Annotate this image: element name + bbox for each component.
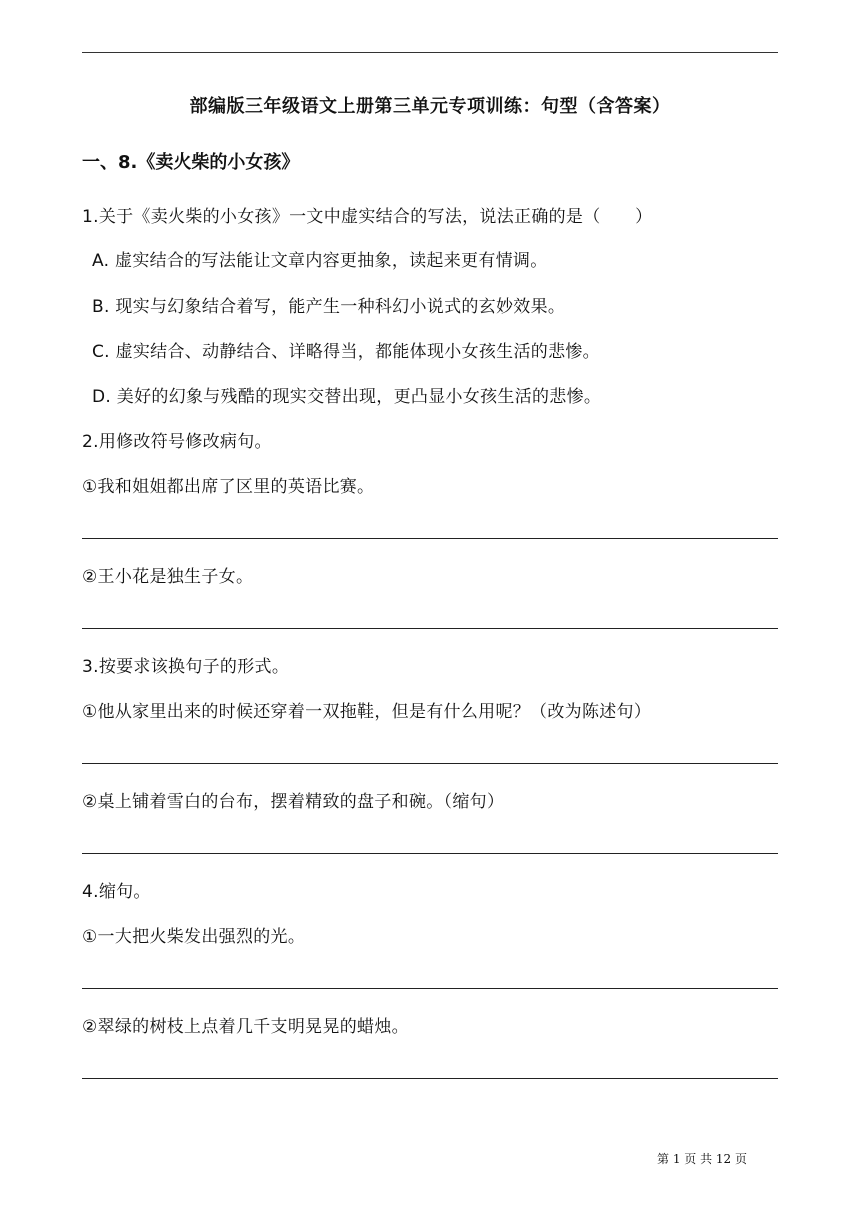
question-4-prompt: 4.缩句。 (82, 882, 151, 902)
page-number: 第 1 页 共 12 页 (657, 1152, 747, 1166)
question-3-prompt: 3.按要求该换句子的形式。 (82, 657, 290, 677)
question-4-item-1: ①一大把火柴发出强烈的光。 (82, 927, 306, 947)
question-3-item-1: ①他从家里出来的时候还穿着一双拖鞋，但是有什么用呢？（改为陈述句） (82, 702, 652, 722)
question-2-prompt: 2.用修改符号修改病句。 (82, 432, 272, 452)
question-1-prompt: 1.关于《卖火柴的小女孩》一文中虚实结合的写法，说法正确的是（ ） (82, 207, 653, 227)
answer-line (82, 628, 778, 629)
question-1-option-b: B. 现实与幻象结合着写，能产生一种科幻小说式的玄妙效果。 (92, 297, 566, 317)
question-3-item-2: ②桌上铺着雪白的台布，摆着精致的盘子和碗。（缩句） (82, 792, 505, 812)
question-4-item-2: ②翠绿的树枝上点着几千支明晃晃的蜡烛。 (82, 1017, 409, 1037)
answer-line (82, 763, 778, 764)
header-rule (82, 52, 778, 53)
question-1-option-d: D. 美好的幻象与残酷的现实交替出现，更凸显小女孩生活的悲惨。 (92, 387, 602, 407)
document-title: 部编版三年级语文上册第三单元专项训练：句型（含答案） (189, 96, 671, 117)
question-1-option-c: C. 虚实结合、动静结合、详略得当，都能体现小女孩生活的悲惨。 (92, 342, 600, 362)
question-2-item-2: ②王小花是独生子女。 (82, 567, 254, 587)
question-2-item-1: ①我和姐姐都出席了区里的英语比赛。 (82, 477, 375, 497)
question-1-option-a: A. 虚实结合的写法能让文章内容更抽象，读起来更有情调。 (92, 251, 548, 271)
answer-line (82, 853, 778, 854)
section-heading: 一、8.《卖火柴的小女孩》 (82, 152, 300, 173)
answer-line (82, 988, 778, 989)
answer-line (82, 538, 778, 539)
answer-line (82, 1078, 778, 1079)
